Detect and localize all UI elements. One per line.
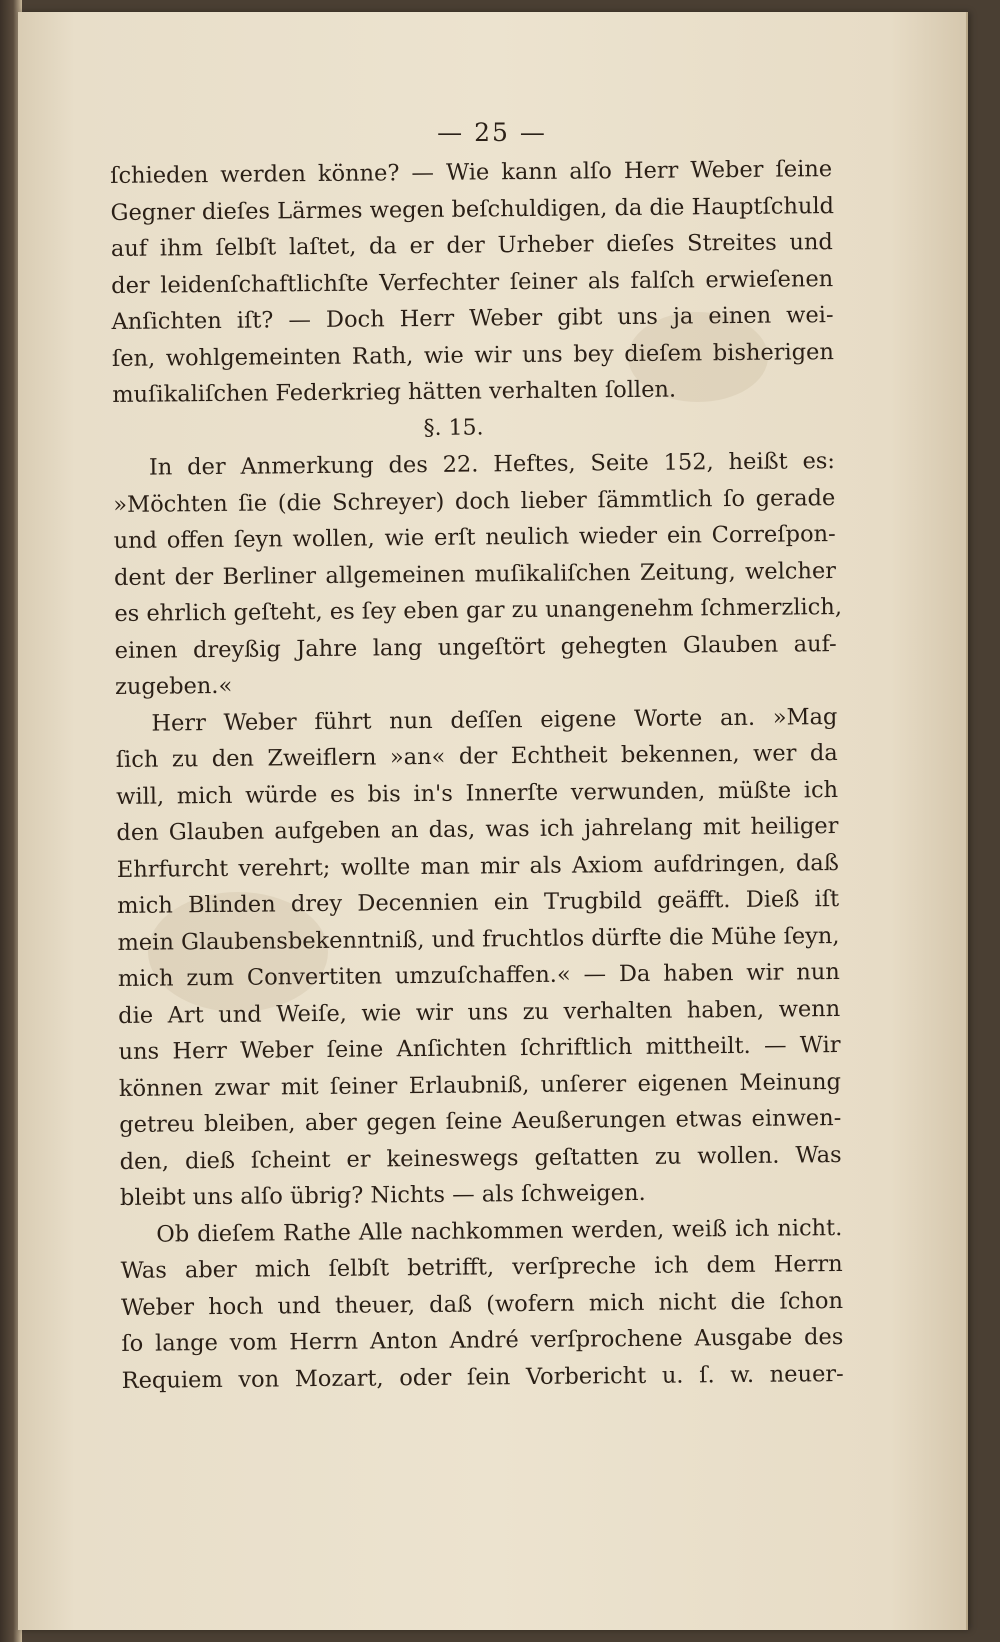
text-line: den, dieß ſcheint er keineswegs geſtatten zu wollen. Was: [119, 1141, 842, 1175]
section-heading: §. 15.: [423, 414, 484, 441]
text-line: der leidenſchaftlichſte Verfechter ſeiner als falſch erwieſenen: [111, 265, 834, 299]
text-line: Was aber mich ſelbſt betrifft, verſpreche ich dem Herrn: [120, 1251, 843, 1284]
text-line: den Glauben aufgeben an das, was ich jahrelang mit heiliger: [116, 813, 839, 846]
text-line: mich Blinden drey Decennien ein Trugbild geäfft. Dieß iſt: [117, 886, 840, 919]
text-line: ſen, wohlgemeinten Rath, wie wir uns bey dieſem bisherigen: [111, 338, 835, 372]
text-line: auf ihm ſelbſt laſtet, da er der Urheber dieſes Streites und: [110, 229, 833, 262]
text-line: ſo lange vom Herrn Anton André verſprochene Ausgabe des: [121, 1324, 844, 1357]
text-line: einen dreyßig Jahre lang ungeſtört gehegten Glauben auf-: [114, 630, 837, 664]
text-line: ſchieden werden könne? — Wie kann alſo Herr Weber ſeine: [110, 156, 833, 189]
text-line: und offen ſeyn wollen, wie erſt neulich wieder ein Correſpon-: [113, 521, 836, 554]
text-line: In der Anmerkung des 22. Heftes, Seite 152, heißt es:: [148, 448, 836, 481]
text-line: will, mich würde es bis in's Innerſte verwunden, müßte ich: [116, 776, 839, 810]
text-line: Gegner dieſes Lärmes wegen beſchuldigen, da die Hauptſchuld: [110, 192, 835, 226]
text-line: die Art und Weiſe, wie wir uns zu verhalten haben, wenn: [118, 995, 841, 1029]
text-line: dent der Berliner allgemeinen muſikaliſchen Zeitung, welcher: [113, 557, 837, 591]
text-line: Weber hoch und theuer, daß (wofern mich nicht die ſchon: [120, 1287, 844, 1321]
text-line: ſich zu den Zweiflern »an« der Echtheit bekennen, wer da: [115, 740, 838, 773]
text-line: getreu bleiben, aber gegen ſeine Aeußerungen etwas einwen-: [119, 1105, 842, 1138]
text-line: uns Herr Weber ſeine Anſichten ſchriftlich mittheilt. — Wir: [118, 1032, 841, 1065]
text-line: Herr Weber führt nun deſſen eigene Worte an. »Mag: [151, 703, 838, 737]
text-line: mich zum Convertiten umzuſchaffen.« — Da haben wir nun: [117, 959, 840, 992]
text-line: »Möchten ſie (die Schreyer) doch lieber ſämmtlich ſo gerade: [113, 484, 836, 518]
text-line: Ehrfurcht verehrt; wollte man mir als Axiom aufdringen, daß: [116, 849, 839, 883]
text-line: mein Glaubensbekenntniß, und fruchtlos dürfte die Mühe ſeyn,: [117, 922, 840, 956]
text-line: muſikaliſchen Federkrieg hätten verhalten ſollen.: [112, 376, 677, 408]
text-line: bleibt uns alſo übrig? Nichts — als ſchweigen.: [119, 1179, 646, 1211]
text-line: Ob dieſem Rathe Alle nachkommen werden, weiß ich nicht.: [156, 1214, 843, 1248]
book-page: [18, 12, 968, 1630]
page-number: — 25 —: [437, 118, 547, 147]
body-text: [110, 151, 844, 1399]
text-line: Anſichten iſt? — Doch Herr Weber gibt uns ja einen wei-: [111, 302, 834, 335]
text-line: Requiem von Mozart, oder ſein Vorbericht u. ſ. w. neuer-: [121, 1360, 844, 1394]
text-line: können zwar mit ſeiner Erlaubniß, unſerer eigenen Meinung: [118, 1068, 842, 1102]
text-line: es ehrlich geſteht, es ſey eben gar zu unangenehm ſchmerzlich,: [114, 593, 843, 627]
text-line: zugeben.«: [114, 672, 233, 700]
